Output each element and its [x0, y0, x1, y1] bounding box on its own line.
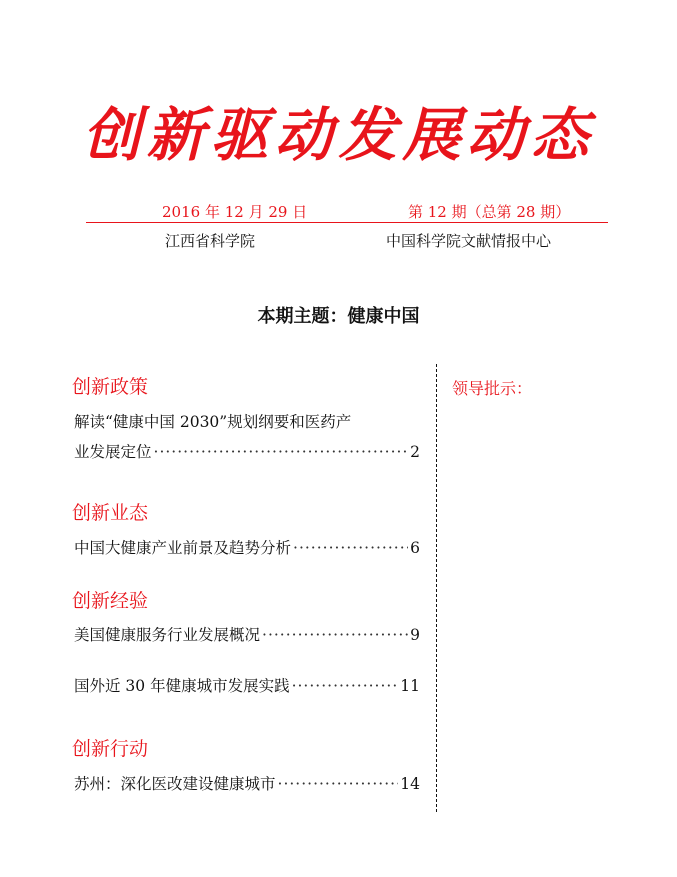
toc-page-number: 14: [400, 775, 420, 793]
toc-entry[interactable]: [74, 772, 420, 802]
section-heading: 创新业态: [72, 502, 149, 524]
issue-number: 第 12 期（总第 28 期）: [408, 203, 571, 221]
toc-leader: [292, 677, 399, 695]
toc-leader: [154, 443, 409, 461]
column-divider: [436, 364, 437, 812]
header-rule: [86, 222, 608, 223]
publisher-left: 江西省科学院: [165, 232, 256, 250]
section-heading: 创新政策: [72, 376, 149, 398]
section-heading: 创新经验: [72, 590, 149, 612]
toc-entry-title: 中国大健康产业前景及趋势分析: [74, 539, 292, 557]
toc-page-number: 6: [410, 539, 420, 557]
issue-theme: 本期主题：健康中国: [257, 306, 420, 327]
toc-entry-title: 苏州：深化医改建设健康城市: [74, 775, 276, 793]
toc-entry-title: 美国健康服务行业发展概况: [74, 626, 261, 644]
toc-entry-title: 解读“健康中国 2030”规划纲要和医药产: [74, 413, 352, 431]
publisher-right: 中国科学院文献情报中心: [386, 232, 552, 250]
toc-leader: [293, 539, 408, 557]
toc-leader: [262, 626, 408, 644]
toc-entry[interactable]: [74, 536, 420, 566]
toc-entry[interactable]: [74, 674, 420, 704]
section-heading: 创新行动: [72, 738, 149, 760]
toc-page-number: 9: [410, 626, 420, 644]
toc-leader: [278, 775, 399, 793]
toc-page-number: 2: [410, 443, 420, 461]
issue-date: 2016 年 12 月 29 日: [162, 203, 308, 221]
toc-entry[interactable]: [74, 410, 420, 470]
toc-entry[interactable]: [74, 623, 420, 653]
leader-comment-label: 领导批示：: [452, 379, 533, 398]
toc-entry-title: 国外近 30 年健康城市发展实践: [74, 677, 290, 695]
masthead-title: 创新驱动发展动态: [82, 101, 595, 169]
toc-page-number: 11: [400, 677, 420, 695]
toc-entry-title-cont: 业发展定位: [74, 443, 152, 461]
